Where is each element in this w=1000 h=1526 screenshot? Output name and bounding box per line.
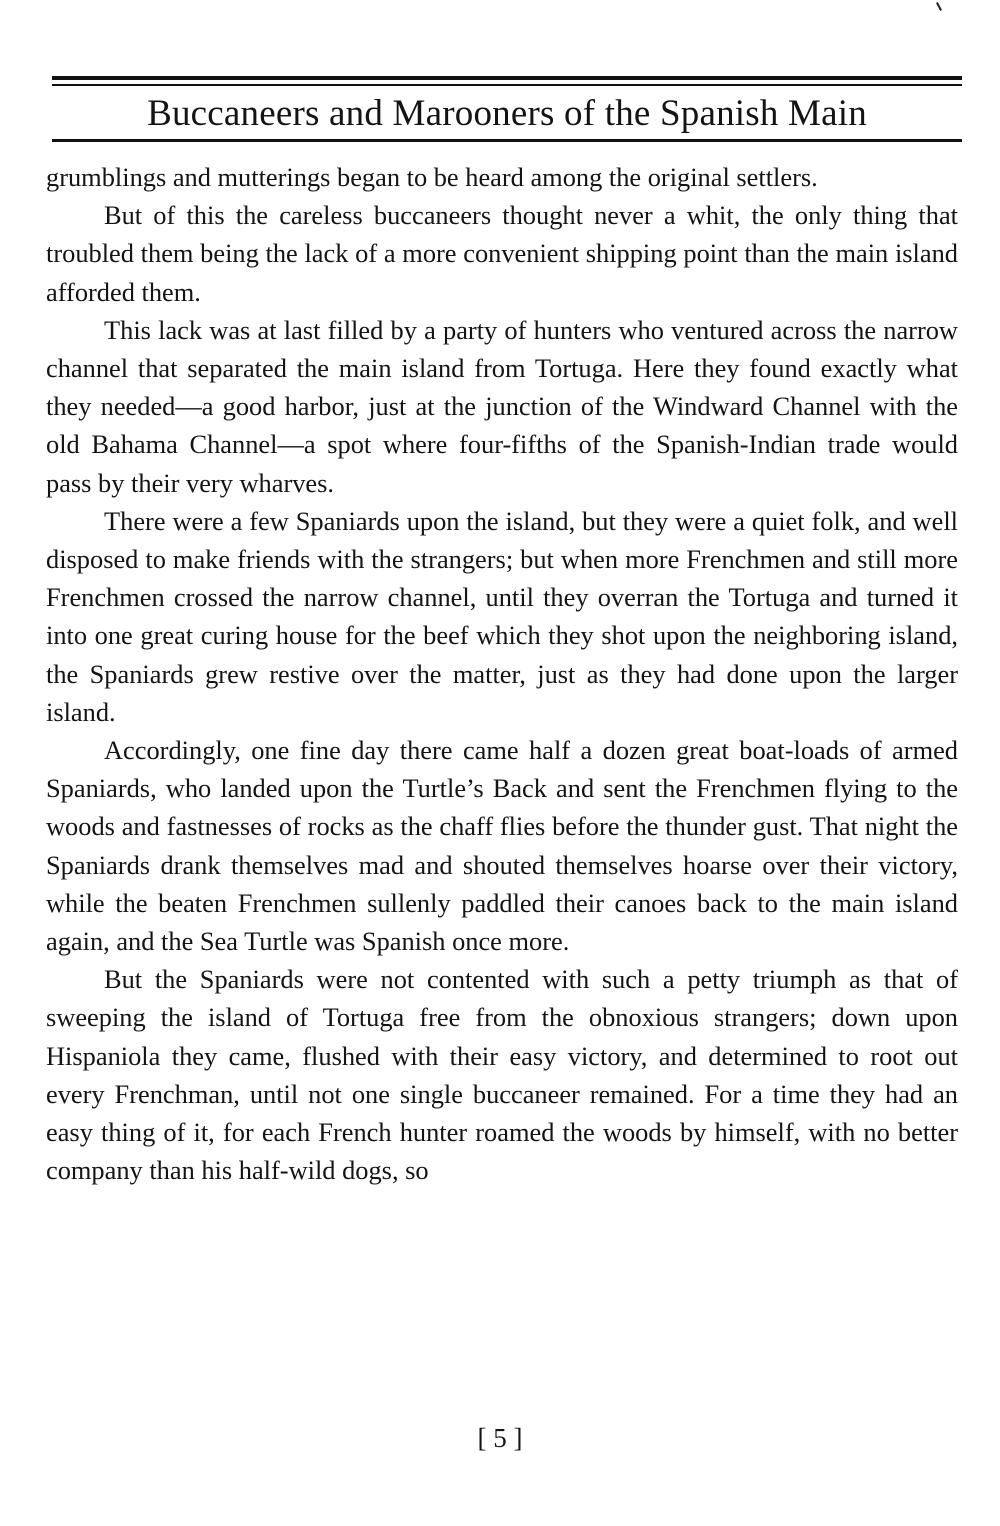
header-rule-top <box>52 76 962 80</box>
paragraph-continued: grumblings and mutterings began to be heard among the original settlers. <box>46 162 818 192</box>
paragraph: Accordingly, one fine day there came half a dozen great boat-loads of armed Spaniards, who landed upon the Turtle’s Back and sent the Frenchmen flying to the woods and fastnesses of rocks as the chaff flies before the thunder gust. That night the Spaniards drank themselves mad and shouted themselves hoarse over their victory, while the beaten Frenchmen sullenly paddled their canoes back to the main island again, and the Sea Turtle was Spanish once more. <box>46 735 958 957</box>
header-rule-top-thin <box>52 84 962 86</box>
scan-mark <box>936 2 942 11</box>
paragraph: But the Spaniards were not contented with such a petty triumph as that of sweeping the island of Tortuga free from the obnoxious strangers; down upon Hispaniola they came, flushed with their easy victory, and determined to root out every Frenchman, until not one single buccaneer remained. For a time they had an easy thing of it, for each French hunter roamed the woods by himself, with no better company than his half-wild dogs, so <box>46 964 958 1186</box>
paragraph: But of this the careless buccaneers thought never a whit, the only thing that troubled them being the lack of a more convenient shipping point than the main island afforded them. <box>46 200 958 307</box>
body-text <box>46 158 958 1189</box>
paragraph: There were a few Spaniards upon the island, but they were a quiet folk, and well disposed to make friends with the strangers; but when more Frenchmen and still more Frenchmen crossed the narrow channel, until they overran the Tortuga and turned it into one great curing house for the beef which they shot upon the neighboring island, the Spaniards grew restive over the matter, just as they had done upon the larger island. <box>46 505 958 727</box>
running-title: Buccaneers and Marooners of the Spanish Main <box>147 93 867 134</box>
paragraph: This lack was at last filled by a party of hunters who ventured across the narrow channel that separated the main island from Tortuga. Here they found exactly what they needed—a good harbor, just at the junction of the Windward Channel with the old Bahama Channel—a spot where four-fifths of the Spanish-Indian trade would pass by their very wharves. <box>46 314 958 498</box>
page-number: [ 5 ] <box>477 1423 523 1453</box>
header-rule-bottom <box>52 139 962 142</box>
